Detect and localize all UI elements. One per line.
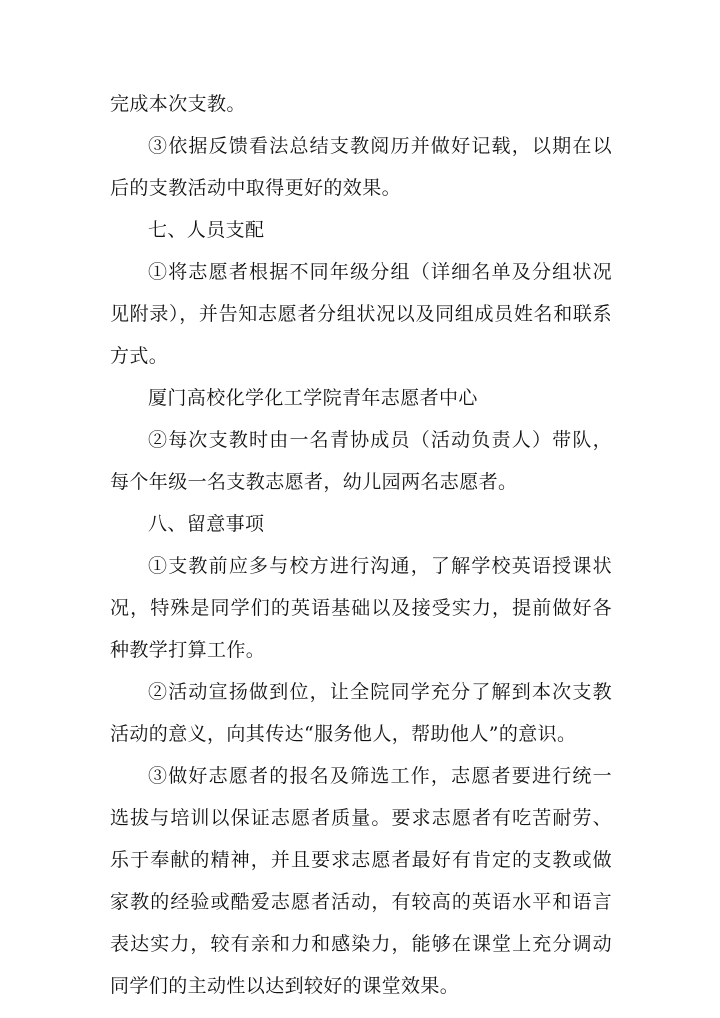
paragraph-item-3-feedback: ③依据反馈看法总结支教阅历并做好记载，以期在以后的支教活动中取得更好的效果。 [110, 135, 612, 199]
paragraph-organization-name: 厦门高校化学化工学院青年志愿者中心 [148, 387, 478, 409]
section-heading-notes: 八、留意事项 [148, 513, 265, 535]
paragraph-note-3-volunteers: ③做好志愿者的报名及筛选工作，志愿者要进行统一选拔与培训以保证志愿者质量。要求志愿者有吃苦耐劳、乐于奉献的精神，并且要求志愿者最好有肯定的支教或做家教的经验或酷爱志愿者活动，有较高的英语水平和语言表达实力，较有亲和力和感染力，能够在课堂上充分调动同学们的主动性以达到较好的课堂效果。 [110, 765, 612, 997]
paragraph-item-2-leader: ②每次支教时由一名青协成员（活动负责人）带队，每个年级一名支教志愿者，幼儿园两名志愿者。 [110, 429, 612, 493]
paragraph-item-1-grouping: ①将志愿者根据不同年级分组（详细名单及分组状况见附录），并告知志愿者分组状况以及同组成员姓名和联系方式。 [110, 261, 612, 367]
section-heading-personnel: 七、人员支配 [148, 219, 265, 241]
paragraph-note-1-communication: ①支教前应多与校方进行沟通，了解学校英语授课状况，特殊是同学们的英语基础以及接受实力，提前做好各种教学打算工作。 [110, 555, 612, 661]
paragraph-continuation: 完成本次支教。 [110, 93, 246, 115]
paragraph-note-2-publicity: ②活动宣扬做到位，让全院同学充分了解到本次支教活动的意义，向其传达“服务他人，帮助他人”的意识。 [110, 681, 612, 745]
document-page [110, 83, 612, 1007]
